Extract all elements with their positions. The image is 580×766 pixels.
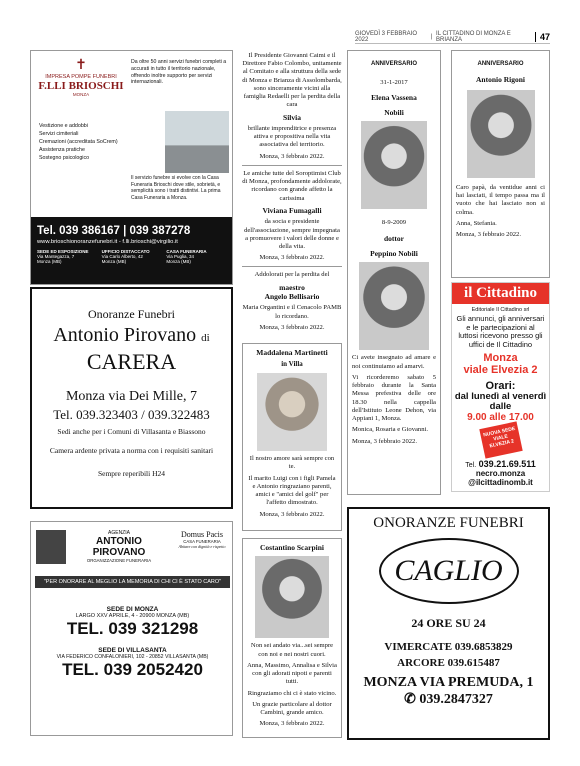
scarpini-notice <box>242 538 342 738</box>
brioschi-logo: ✝ IMPRESA POMPE FUNEBRI F.LLI BRIOSCHI MONZA <box>35 57 127 97</box>
service-item: Cremazioni (accreditata SoCrem) <box>39 138 118 145</box>
header-date: GIOVEDÌ 3 FEBBRAIO 2022 <box>355 30 418 43</box>
header-paper: IL CITTADINO DI MONZA E BRIANZA <box>436 30 511 43</box>
notice-date: Monza, 3 febbraio 2022. <box>259 720 325 728</box>
pirovano-carera-ad <box>30 287 233 509</box>
notice-surname: Nobili <box>384 108 404 118</box>
notice-name: Peppino Nobili <box>370 249 418 259</box>
caglio-address: MONZA VIA PREMUDA, 1 <box>363 675 534 690</box>
notice-text: Le amiche tutte del Soroptimist Club di Monza, profondamente addolorate, ricordano con grande affetto la carissima <box>242 169 342 202</box>
notice-date: 31-1-2017 <box>380 78 408 86</box>
brioschi-intro: Da oltre 50 anni servizi funebri completi a accurati in tutto il territorio nazionale, offrendo inoltre supporto per servizi internazionali. <box>131 59 227 86</box>
notice-text: Il marito Luigi con i figli Pamela e Antonio ringraziano parenti, amici e "amici del golf" per l'affetto dimostrato. <box>248 474 336 507</box>
rigoni-notice <box>451 50 550 278</box>
domus-motto: Abitare con dignità e rispetto <box>178 544 226 549</box>
sede-villasanta-addr: VIA FEDERICO CONFALONIERI, 102 - 20852 VILLASANTA (MB) <box>56 654 209 660</box>
vassena-nobili-notice <box>347 50 441 495</box>
cittadino-ad <box>451 282 550 492</box>
brioschi-city: MONZA <box>72 92 90 97</box>
sede-monza-tel: TEL. 039 321298 <box>66 619 199 638</box>
pirovano-carera: CARERA <box>86 349 177 374</box>
brioschi-ad <box>30 50 233 285</box>
notice-title: maestro <box>279 282 305 292</box>
notice-text: brillante imprenditrice e presenza attiva e propositiva nella vita associativa del territorio. <box>247 125 337 149</box>
new-office-badge: NUOVA SEDE VIALE ELVEZIA 2 <box>479 422 522 459</box>
notice-date: Monza, 3 febbraio 2022. <box>456 231 522 239</box>
portrait-photo <box>257 373 327 451</box>
portrait-photo <box>255 556 329 638</box>
notice-name: Elena Vassena <box>371 92 417 102</box>
cittadino-street: viale Elvezia 2 <box>463 363 538 376</box>
cittadino-logo: il Cittadino <box>452 283 549 304</box>
office-2: UFFICIO DISTACCATO Via Carlo Alberto, 42 Monza (MB) <box>101 249 150 264</box>
pirovano-name: Antonio Pirovano <box>53 324 197 346</box>
tel-label: Tel. <box>465 462 477 470</box>
notice-text: Anna, Massimo, Annalisa e Silvia con gli adorati nipoti e parenti tutti. <box>247 661 337 686</box>
brioschi-services <box>39 123 131 163</box>
office-3: CASA FUNERARIA Via Puglia, 34 Monza (MB) <box>166 249 207 264</box>
portrait-photo <box>467 90 535 178</box>
cittadino-tel: 039.21.69.511 <box>478 459 536 470</box>
building-image <box>165 111 229 173</box>
pirovano-h24: Sempre reperibili H24 <box>97 469 166 478</box>
notice-name: Angelo Bellisario <box>264 292 320 302</box>
cittadino-mail1: necro.monza <box>475 469 526 479</box>
notice-text: Vi ricorderemo sabato 5 febbraio durante la Santa Messa prefestiva delle ore 18.30 nella cappella dell'Istituto Leone Dehon, via Appiani 1, Monza. <box>352 373 436 423</box>
crest-icon <box>36 530 66 564</box>
pirovano-line1: Onoranze Funebri <box>88 307 175 321</box>
service-item: Servizi cimiteriali <box>39 130 79 137</box>
caglio-arcore: ARCORE 039.615487 <box>397 657 500 669</box>
notice-text: Non sei andato via...sei sempre con noi e nei nostri cuori. <box>250 642 334 658</box>
cittadino-body: Gli annunci, gli anniversari e le partecipazioni al luttosi ricevono presso gli uffici de Il Cittadino <box>456 314 545 349</box>
service-item: Assistenza pratiche <box>39 146 85 153</box>
caglio-top: ONORANZE FUNEBRI <box>373 515 524 531</box>
notice-text: Maria Organtini e il Cenacolo PAMB lo ricordano. <box>242 304 342 320</box>
notice-name: Maddalena Martinetti <box>256 348 328 357</box>
sede-monza-addr: LARGO XXV APRILE, 4 - 20900 MONZA (MB) <box>75 613 190 619</box>
pirovano-address: Monza via Dei Mille, 7 <box>65 389 198 404</box>
notice-text: Un grazie particolare al dottor Cambini, grande amico. <box>252 700 332 717</box>
cittadino-orari: Orari: <box>485 379 516 392</box>
brioschi-name: F.LLI BRIOSCHI <box>38 80 124 92</box>
notice-date: Monza, 3 febbraio 2022. <box>259 152 325 160</box>
notice-text: Anna, Stefania. <box>456 219 497 227</box>
brioschi-tagline: IMPRESA POMPE FUNEBRI <box>45 74 117 80</box>
brioschi-casa: Il servizio funebre si evolve con la Casa Funeraria Brioschi dove stile, sobrietà, e semplicità sono i tratti distintivi. La prima Casa Funeraria a Monza. <box>131 175 221 201</box>
notice-text: Monica, Rosaria e Giovanni. <box>352 426 428 434</box>
pirovano-di: di <box>201 332 210 344</box>
cittadino-editor: Editoriale Il Cittadino srl <box>471 307 530 313</box>
notice-text: Il nostro amore sarà sempre con te. <box>249 455 335 471</box>
anniversary-label: ANNIVERSARIO <box>477 61 524 67</box>
agenzia-pirovano-ad <box>30 521 233 736</box>
notice-text: da socia e presidente dell'associazione, sempre impegnata a promuovere i valori delle donne e della vita. <box>244 218 340 250</box>
cittadino-hours: 9.00 alle 17.00 <box>467 412 534 424</box>
caglio-logo: CAGLIO <box>379 538 519 604</box>
cittadino-mail2: @ilcittadinomb.it <box>468 478 533 488</box>
pirovano-sedi: Sedi anche per i Comuni di Villasanta e Biassono <box>57 427 206 436</box>
pirovano-tel: Tel. 039.323403 / 039.322483 <box>53 407 210 422</box>
notice-text: Ci avete insegnato ad amare e noi continuiamo ad amarvi. <box>352 354 436 370</box>
caglio-ad <box>347 507 550 740</box>
portrait-photo <box>361 121 427 209</box>
agenzia-name: ANTONIO PIROVANO <box>92 536 146 558</box>
notice-name: Costantino Scarpini <box>260 543 324 552</box>
martinetti-notice <box>242 343 342 531</box>
cittadino-days: dal lunedì al venerdì dalle <box>454 390 547 412</box>
portrait-photo <box>359 262 429 350</box>
domus-sub: CASA FUNERARIA <box>183 539 221 544</box>
service-item: Sostegno psicologico <box>39 154 90 161</box>
notice-sub: in Villa <box>281 360 303 369</box>
notice-date: 8-9-2009 <box>381 219 407 227</box>
caglio-h24: 24 ORE SU 24 <box>411 616 486 630</box>
office-1: SEDE ED ESPOSIZIONE Via Mantegazza, 7 Monza (MB) <box>37 249 89 264</box>
notice-date: Monza, 3 febbraio 2022. <box>259 323 325 331</box>
agenzia-small: AGENZIA <box>108 530 130 536</box>
notice-text: Addolorati per la perdita del <box>254 271 330 279</box>
agenzia-sub: ORGANIZZAZIONE FUNERARIA <box>86 558 152 563</box>
cittadino-city: Monza <box>483 351 518 364</box>
notice-name: Antonio Rigoni <box>476 74 525 84</box>
notice-date: Monza, 3 febbraio 2022. <box>259 254 325 262</box>
sede-monza-title: SEDE DI MONZA <box>106 606 159 613</box>
caglio-tel: ✆ 039.2847327 <box>404 692 493 707</box>
pirovano-camera: Camera ardente privata a norma con i requisiti sanitari <box>49 446 214 455</box>
notice-text: Ringraziamo chi ci è stato vicino. <box>247 689 337 697</box>
page-number: 47 <box>535 32 550 42</box>
page-header: GIOVEDÌ 3 FEBBRAIO 2022 | IL CITTADINO DI MONZA E BRIANZA 47 <box>355 30 550 43</box>
sede-villasanta-tel: TEL. 039 2052420 <box>62 660 203 679</box>
brioschi-web: www.brioschionoranzefunebri.it - f.lli.brioschi@virgilio.it <box>37 239 178 245</box>
notice-title: dottor <box>384 233 404 243</box>
notice-date: Monza, 3 febbraio 2022. <box>259 510 325 518</box>
service-item: Vestizione e addobbi <box>39 123 88 129</box>
sede-villasanta-title: SEDE DI VILLASANTA <box>98 647 167 654</box>
column-2 <box>242 52 342 335</box>
anniversary-label: ANNIVERSARIO <box>370 61 417 67</box>
notice-name: Silvia <box>283 112 301 122</box>
notice-text: Caro papà, da ventidue anni ci hai lasciati, il tempo passa ma il vuoto che hai lasciato non si colma. <box>456 183 545 216</box>
caglio-vimercate: VIMERCATE 039.6853829 <box>384 641 513 653</box>
notice-name: Viviana Fumagalli <box>262 205 322 215</box>
brioschi-phones: Tel. 039 386167 | 039 387278 <box>37 225 191 237</box>
notice-text: Il Presidente Giovanni Caimi e il Direttore Fabio Colombo, unitamente al Comitato e alla struttura della sede di Monza e Brianza di Assolombarda, sono sinceramente vicini alla famiglia Redaelli per la perdita della cara <box>242 52 342 109</box>
domus-title: Domus Pacis <box>181 530 223 539</box>
agenzia-slogan: "PER ONORARE AL MEGLIO LA MEMORIA DI CHI CI È STATO CARO" <box>35 576 230 588</box>
notice-date: Monza, 3 febbraio 2022. <box>352 437 418 445</box>
